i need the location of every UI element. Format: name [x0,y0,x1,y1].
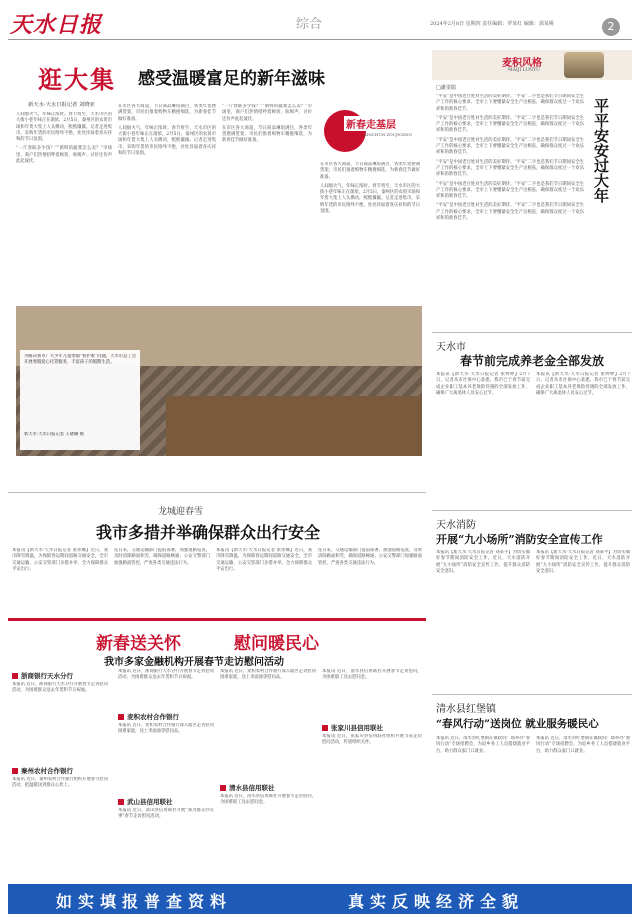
transport-body-col1 [12,548,108,608]
column-paragraph: “平安”是中国老百姓对生活的美好期待。“平安”二字也是我们节日期间安全生产工作的核心要求，全市上下要绷紧安全生产这根弦，确保群众度过一个欢乐祥和的新春佳节。 [436,181,584,200]
item-body: 本报讯 近日，张家川县信用联社组织开展节前走访慰问活动，传递组织关怀。 [322,734,422,746]
newspaper-logo: 天水日报 [10,12,103,38]
mountain-logo-icon [564,52,604,78]
condolence-col2 [118,669,214,879]
photo-desk [166,396,422,456]
item-body: 本报讯 近日，武山县信用联社开展“我为群众办实事”春节走访慰问活动。 [118,808,214,820]
stamp-title: 新春走基层 [344,116,398,131]
job-place: 清水县红堡镇 [436,704,496,715]
item-body: 本报讯 近日，清水县信用联社开展春节走访慰问，为困难职工送去慰问金。 [220,794,316,806]
transport-paragraph: 本报讯【新天水·天水日报记者 张伟娜】近日，我市降雪降温，为保障春运期间道路交通安全，全市交通运输、公安交管部门多措并举，全力保障群众平安出行。 [216,548,312,572]
item-head [118,797,214,806]
job-paragraph: 本报讯 近日，清水县红堡镇在镇政府广场举办“春风行动”专场招聘会，为返乡务工人员搭建就业平台，助力群众家门口就业。 [536,736,630,754]
item-head [220,783,316,792]
footer-banner [8,884,632,914]
item-head [12,671,108,680]
fire-title: 开展“九小场所”消防安全宣传工作 [436,533,603,546]
square-bullet-icon [12,768,18,774]
transport-body-col3 [216,548,312,608]
column-paragraph: “平安”是中国老百姓对生活的美好期待。“平安”二字也是我们节日期间安全生产工作的核心要求，全市上下要绷紧安全生产这根弦，确保群众度过一个欢乐祥和的新春佳节。 [436,159,584,178]
fire-paragraph: 本报讯【新天水·天水日报记者 刘某平】为切实做好春节期间消防安全工作，近日，天水消防开展“九小场所”消防安全宣传工作，提升群众消防安全意识。 [536,550,630,574]
item-body: 本报讯 近日，麦积农村合作银行深入辖区走访慰问困难家庭，送上米面油等慰问品。 [118,723,214,735]
xinchun-stamp [320,106,420,158]
item-body: 本报讯 近日，浙商银行天水分行开展春节走访慰问活动，为困难群众送去年货和节日祝福。 [118,669,214,681]
column-paragraph: “平安”是中国老百姓对生活的美好期待。“平安”二字也是我们节日期间安全生产工作的核心要求，全市上下要绷紧安全生产这根弦，确保群众度过一个欢乐祥和的新春佳节。 [436,203,584,222]
feature-paragraph: “一斤春联多少钱？”“新鲜的蔬菜怎么卖？”市场里，商户们热情招呼着顾客，吆喝声、讨价还价声此起彼伏。 [16,146,112,165]
right-column [432,50,632,880]
stamp-subtitle: XINCHUN ZOUJICENG [364,132,412,137]
elderly-body-col1 [436,372,530,502]
square-bullet-icon [118,714,124,720]
fire-place: 天水消防 [436,520,476,531]
column-body-a [436,94,584,328]
footer-slogan-right: 真实反映经济全貌 [348,892,525,911]
item-head-text: 麦积农村合作银行 [127,713,179,721]
job-body-col1 [436,736,530,876]
condolence-section [8,618,426,880]
divider [432,332,632,333]
item-head [322,723,422,732]
condolence-col1 [12,669,108,879]
section-tag: 综合 [296,17,323,32]
top-feature [8,50,426,490]
feature-body-col3 [222,104,312,302]
column-paragraph: “平安”是中国老百姓对生活的美好期待。“平安”二字也是我们节日期间安全生产工作的核心要求，全市上下要绷紧安全生产这根弦，确保群众度过一个欢乐祥和的新春佳节。 [436,94,584,112]
condolence-title-left: 新春送关怀 [96,634,181,654]
transport-paragraph: 连日来，交通运输部门提前部署，加强道路巡查，及时清除路面积雪，确保道路畅通；公安交警部门加强路面管控，严查各类交通违法行为。 [318,548,422,566]
job-paragraph: 本报讯 近日，清水县红堡镇在镇政府广场举办“春风行动”专场招聘会，为返乡务工人员搭建就业平台，助力群众家门口就业。 [436,736,530,754]
feature-body-col2 [118,104,216,302]
square-bullet-icon [220,785,226,791]
item-body: 本报讯 近日，麦积农村合作银行深入辖区走访慰问困难家庭，送上米面油等慰问品。 [220,669,316,681]
brand-en: MAIJI LUNYU [508,68,540,73]
brand-title: 麦积风格 [502,58,542,69]
condolence-subtitle: 我市多家金融机构开展春节走访慰问活动 [104,657,284,668]
masthead-rule [8,39,632,40]
feature-paragraph: 在市区各大商超，节日商品琳琅满目，各类年货摆满货架，市民们推着购物车精挑细选，为新春佳节做好准备。 [118,104,216,122]
feature-byline: 新天水·天水日报记者 刘晓亚 [28,102,95,108]
elderly-paragraph: 本报讯【新天水·天水日报记者 张婷婷】2月7日，记者从市社保中心获悉，我市已于春节前完成企业职工基本养老保险待遇的全部发放工作，确保广大离退休人员安心过节。 [536,372,630,396]
square-bullet-icon [12,673,18,679]
fire-body-col2 [536,550,630,690]
photo-caption-box [20,350,140,450]
page-number: 2 [607,20,615,33]
footer-slogan-left: 如实填报普查资料 [56,892,233,911]
feature-paragraph: 人间烟火气，年味正浓时。春节将至，天水市区的大街小巷年味正在渐浓，2月5日，秦州区的农贸市场和年货大集上人头攒动，熙熙攘攘。记者走进集市，采购年货的市民络绎不绝，处处洋溢着喜庆祥和的节日氛围。 [16,112,112,143]
transport-article [8,492,426,612]
editor-name: 潘雯瑞 [440,85,456,91]
square-bullet-icon [118,799,124,805]
feature-body-col4 [320,162,420,302]
column-paragraph: “平安”是中国老百姓对生活的美好期待。“平安”二字也是我们节日期间安全生产工作的核心要求，全市上下要绷紧安全生产这根弦，确保群众度过一个欢乐祥和的新春佳节。 [436,137,584,156]
column-brand-box [432,50,632,80]
transport-paragraph: 连日来，交通运输部门提前部署，加强道路巡查，及时清除路面积雪，确保道路畅通；公安交警部门加强路面管控，严查各类交通违法行为。 [114,548,210,566]
elderly-place: 天水市 [436,342,466,353]
fire-body-col1 [436,550,530,690]
feature-paragraph: “一斤春联多少钱？”“新鲜的蔬菜怎么卖？”市场里，商户们热情招呼着顾客，吆喝声、讨价还价声此起彼伏。 [222,104,312,122]
fire-paragraph: 本报讯【新天水·天水日报记者 刘某平】为切实做好春节期间消防安全工作，近日，天水消防开展“九小场所”消防安全宣传工作，提升群众消防安全意识。 [436,550,530,574]
item-head-text: 浙商银行天水分行 [21,672,73,680]
masthead [0,0,640,46]
condolence-title-right: 慰问暖民心 [234,634,319,654]
item-body: 本报讯 近日，秦州农村合作银行组织开展春节慰问活动，把温暖送到群众心坎上。 [12,777,108,789]
item-head-text: 张家川县信用联社 [331,724,383,732]
feature-paragraph: 人间烟火气，年味正浓时。春节将至，天水市区的大街小巷年味正在渐浓，2月5日，秦州区的农贸市场和年货大集上人头攒动，熙熙攘攘。记者走进集市，采购年货的市民络绎不绝，处处洋溢着喜庆祥和的节日氛围。 [320,183,420,215]
photo-credit: 新天水·天水日报记者 王晓璐 摄 [24,432,84,437]
divider [8,492,426,493]
job-title: “春风行动”送岗位 就业服务暖民心 [436,718,599,730]
transport-body-col4 [318,548,422,608]
transport-kicker: 龙城迎春雪 [158,507,204,517]
feature-photo [16,306,422,456]
date-line: 2024年2月8日 星期四 责任编辑：罗某红 编辑：郭某桃 [430,21,554,27]
feature-kicker: 逛大集 [38,65,116,94]
elderly-title: 春节前完成养老金全部发放 [460,354,605,368]
editor-tag: □潘雯瑞 [436,85,456,91]
elderly-paragraph: 本报讯【新天水·天水日报记者 张婷婷】2月7日，记者从市社保中心获悉，我市已于春节前完成企业职工基本养老保险待遇的全部发放工作，确保广大离退休人员安心过节。 [436,372,530,396]
item-body: 本报讯 近日，清水县信用联社开展春节走访慰问，为困难职工送去慰问金。 [322,669,422,681]
elderly-body-col2 [536,372,630,502]
column-vertical-title: 平平安安过大年 [592,98,610,203]
transport-body-col2 [114,548,210,608]
page-number-badge [602,18,620,36]
feature-title: 感受温暖富足的新年滋味 [138,69,325,89]
item-head [118,712,214,721]
transport-paragraph: 本报讯【新天水·天水日报记者 张伟娜】近日，我市降雪降温，为保障春运期间道路交通安全，全市交通运输、公安交管部门多措并举，全力保障群众平安出行。 [12,548,108,572]
column-paragraph: “平安”是中国老百姓对生活的美好期待。“平安”二字也是我们节日期间安全生产工作的核心要求，全市上下要绷紧安全生产这根弦，确保群众度过一个欢乐祥和的新春佳节。 [436,115,584,134]
photo-caption: 为解决我市广大少年儿童寒假“看护难”问题，天水市总工会开展寒假爱心托管服务，丰富孩子的假期生活。 [24,354,136,366]
feature-paragraph: 在市区各大商超，节日商品琳琅满目，各类年货摆满货架，市民们推着购物车精挑细选，为新春佳节做好准备。 [222,125,312,144]
transport-title: 我市多措并举确保群众出行安全 [96,523,321,542]
feature-paragraph: 在市区各大商超，节日商品琳琅满目，各类年货摆满货架，市民们推着购物车精挑细选，为新春佳节做好准备。 [320,162,420,180]
divider [432,510,632,511]
item-body: 本报讯 近日，浙商银行天水分行开展春节走访慰问活动，为困难群众送去年货和节日祝福。 [12,682,108,694]
item-head-text: 清水县信用联社 [229,784,275,792]
condolence-col3 [220,669,316,879]
feature-body-col1 [16,112,112,302]
feature-paragraph: 人间烟火气，年味正浓时。春节将至，天水市区的大街小巷年味正在渐浓，2月5日，秦州区的农贸市场和年货大集上人头攒动，熙熙攘攘。记者走进集市，采购年货的市民络绎不绝，处处洋溢着喜庆祥和的节日氛围。 [118,125,216,157]
divider [432,694,632,695]
item-head-text: 秦州农村合作银行 [21,767,73,775]
item-head-text: 武山县信用联社 [127,798,173,806]
item-head [12,766,108,775]
job-body-col2 [536,736,630,876]
condolence-col4 [322,669,422,879]
square-bullet-icon [322,725,328,731]
